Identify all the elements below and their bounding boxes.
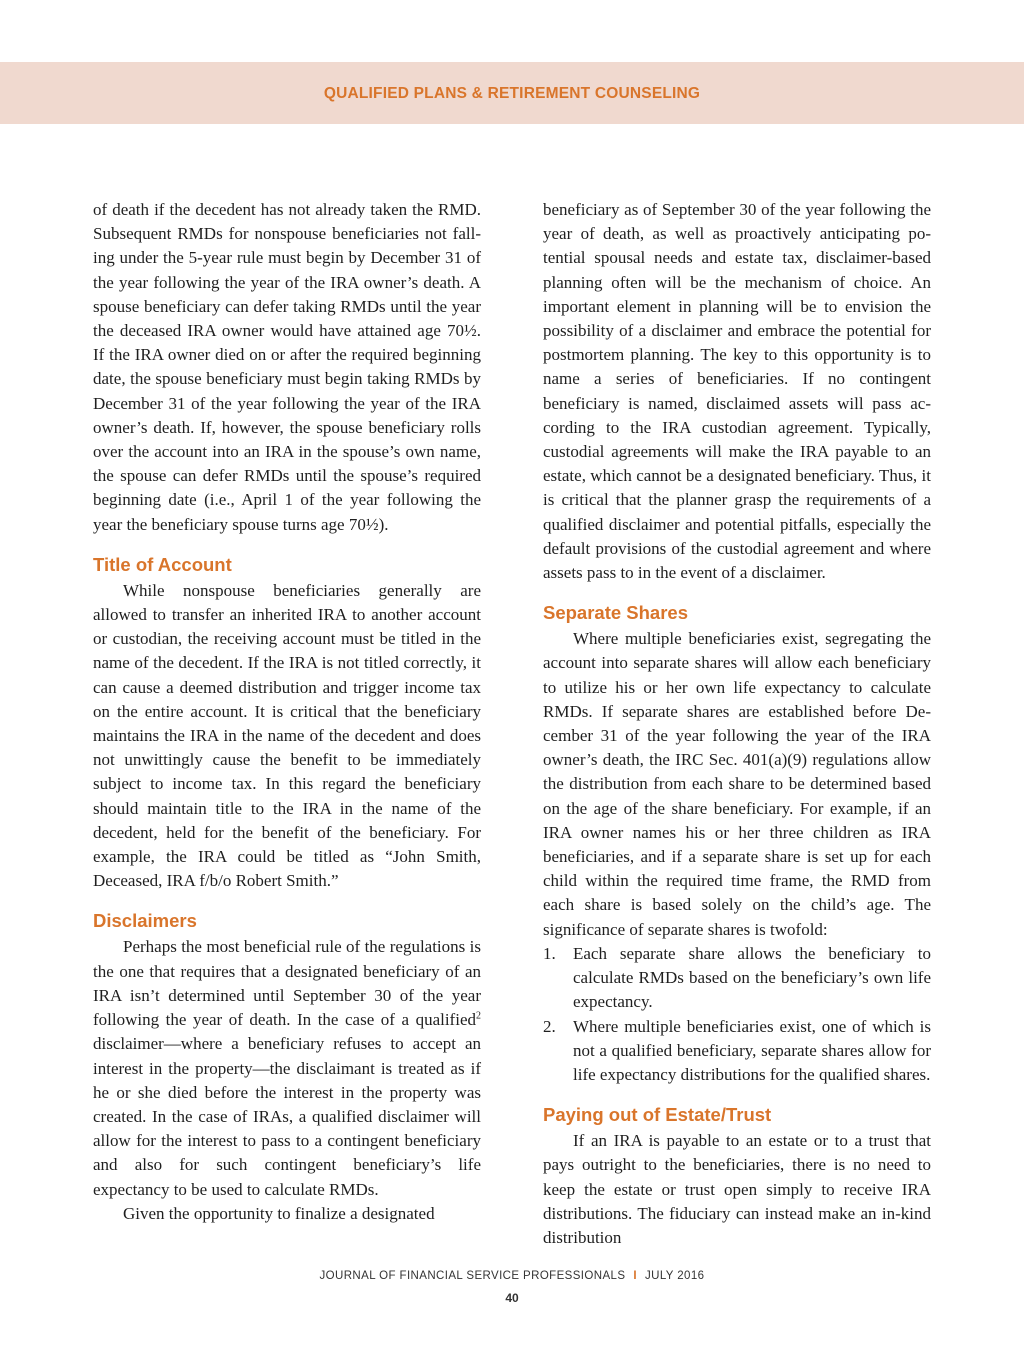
disclaimers-paragraph-2: Given the opportunity to finalize a designated	[123, 1203, 435, 1223]
left-column	[93, 198, 481, 1226]
list-item	[543, 1015, 931, 1088]
heading-separate-shares: Separate Shares	[543, 602, 689, 624]
heading-title-of-account: Title of Account	[93, 553, 232, 575]
paying-out-paragraph: If an IRA is payable to an estate or to a trust that pays outright to the beneficiaries, there is no need to keep the estate or trust open simply to receive IRA distributions. The fiduciary can instead make an in-kind distribution	[543, 1131, 931, 1247]
title-of-account-paragraph: While nonspouse beneficiaries generally are allowed to transfer an inherited IRA to another account or custodian, the receiving account must be titled in the name of the decedent. If the IRA is not titled correctly, it can cause a deemed distribution and trigger income tax on the entire account. It is critical that the beneficiary maintains the IRA in the name of the decedent and does not unwittingly cause the benefit to be immediately subject to income tax. In this regard the beneficiary should maintain title to the IRA in the name of the decedent, held for the benefit of the beneficiary. For example, the IRA could be titled as “John Smith, Deceased, IRA f/b/o Robert Smith.”	[93, 580, 481, 891]
list-item	[543, 942, 931, 1015]
footnote-ref: 2	[476, 1010, 481, 1022]
separate-shares-paragraph: Where multiple beneficiaries exist, segregating the account into separate shares will allow each beneficiary to utilize his or her own life expectancy to calculate RMDs. If separate shares are established before December 31 of the year following the year of the IRA owner’s death, the IRC Sec. 401(a)(9) regulations allow the distribution from each share to be determined based on the age of the share beneficiary. For example, if an IRA owner names his or her three children as IRA beneficiaries, and if a separate share is set up for each child within the required time frame, the RMD from each share is based solely on the child’s age. The significance of separate shares is twofold:	[543, 629, 931, 939]
footer-separator: I	[633, 1270, 637, 1282]
issue-date: JULY 2016	[645, 1270, 705, 1282]
journal-name: JOURNAL OF FINANCIAL SERVICE PROFESSIONALS	[319, 1270, 626, 1282]
page-number: 40	[505, 1291, 519, 1305]
list-text: Where multiple beneficiaries exist, one of which is not a qualified beneficiary, separate shares allow for life expectancy distributions for the qualified shares.	[573, 1016, 931, 1084]
list-text: Each separate share allows the beneficiary to calculate RMDs based on the beneficiary’s own life expectancy.	[573, 943, 931, 1012]
separate-shares-list	[543, 942, 931, 1087]
list-number: 1.	[543, 943, 556, 963]
footer	[0, 1270, 1024, 1282]
heading-disclaimers: Disclaimers	[93, 910, 197, 932]
disclaimers-text-part1: Perhaps the most beneficial rule of the regulations is the one that requires that a designated beneficiary of an IRA isn’t determined until September 30 of the year following the year of death. In the case of a qualified	[93, 937, 481, 1030]
intro-paragraph: of death if the decedent has not already taken the RMD. Subsequent RMDs for nonspouse beneficiaries not falling under the 5-year rule must begin by December 31 of the year following the year of the IRA owner’s death. A spouse beneficiary can defer taking RMDs until the year the deceased IRA owner would have attained age 70½. If the IRA owner died on or after the required beginning date, the spouse beneficiary must begin taking RMDs by December 31 of the year following the year of the IRA owner’s death. If, however, the spouse beneficiary rolls over the account into an IRA in the spouse’s own name, the spouse can defer RMDs until the spouse’s required beginning date (i.e., April 1 of the year following the year the beneficiary spouse turns age 70½).	[93, 200, 481, 534]
list-number: 2.	[543, 1016, 556, 1036]
disclaimers-text-part2: disclaimer—where a beneficiary refuses to accept an interest in the property—the disclaimant is treated as if he or she died before the interest in the property was created. In the case of IRAs, a qualified disclaimer will allow for the interest to pass to a contingent beneficiary and also for such contingent beneficiary’s life expectancy to be used to calculate RMDs.	[93, 1034, 481, 1199]
continuation-paragraph: beneficiary as of September 30 of the year following the year of death, as well as proactively anticipating potential spousal needs and estate tax, disclaimer-based planning often will be the mechanism of choice. An important element in planning will be to envision the possibility of a disclaimer and embrace the potential for postmortem planning. The key to this opportunity is to name a series of beneficiaries. If no contingent beneficiary is named, disclaimed assets will pass according to the IRA custodian agreement. Typically, custodial agreements will make the IRA payable to an estate, which cannot be a designated beneficiary. Thus, it is critical that the planner grasp the requirements of a qualified disclaimer and potential pitfalls, especially the default provisions of the custodial agreement and where assets pass to in the event of a disclaimer.	[543, 200, 931, 583]
section-title: QUALIFIED PLANS & RETIREMENT COUNSELING	[323, 85, 701, 102]
right-column	[543, 198, 931, 1250]
heading-paying-out: Paying out of Estate/Trust	[543, 1104, 772, 1126]
disclaimers-paragraph	[93, 935, 481, 1201]
